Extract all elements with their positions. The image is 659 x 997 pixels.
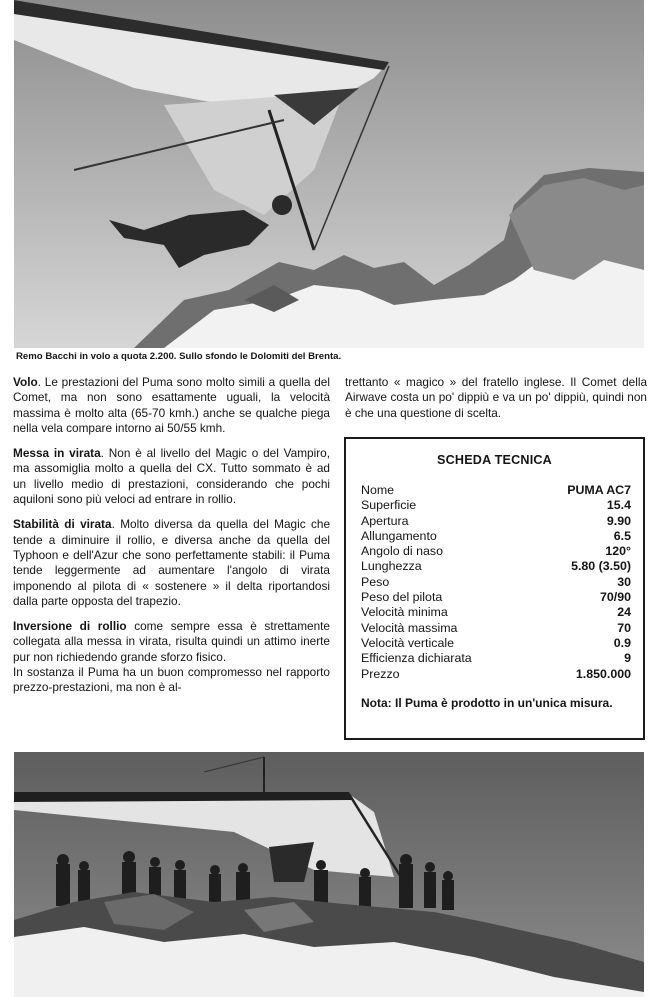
spec-value: 9 [624, 651, 631, 666]
spec-sheet-title: SCHEDA TECNICA [437, 453, 552, 467]
spec-row [361, 529, 631, 544]
spec-value: 15.4 [606, 498, 631, 513]
spec-value: 24 [617, 605, 631, 620]
spec-label: Apertura [361, 513, 409, 528]
text-stabilita-di-virata: . Molto diversa da quella del Magic che tende a diminuire il rollio, e diversa anche da quella del Typhoon e dell'Azur che sono perfettamente stabili: il Puma tende leggermente ad aumentare l'angolo di virata imponendo al pilota di « sostenere » il delta riportandosi dalla parte opposta del trapezio. [13, 517, 331, 608]
spec-row [361, 651, 631, 666]
text-inversione-di-rollio: come sempre essa è strettamente collegata alla messa in virata, risulta quindi un attimo inerte pur non richiedendo grande sforzo fisico. [13, 619, 330, 664]
article-right-column [345, 375, 647, 421]
text-volo: . Le prestazioni del Puma sono molto simili a quella del Comet, ma non sono esattamente uguali, la velocità massima è molto alta (65-70 kmh.) anche se qualche piega nella vela compare intorno ai 50/55 kmh. [13, 375, 330, 435]
spec-label: Velocità verticale [361, 635, 454, 650]
spec-value: 1.850.000 [575, 666, 631, 681]
lead-inversione-di-rollio: Inversione di rollio [13, 619, 127, 634]
spec-value: 30 [617, 574, 631, 589]
spec-row [361, 498, 631, 513]
text-messa-in-virata: . Non è al livello del Magic o del Vampiro, ma assomiglia molto a quella del CX. Tutto sommato è ad un livello medio di prestazioni, considerando che pochi aquiloni sono più veloci ad entrare in rollio. [13, 446, 330, 507]
spec-label: Peso del pilota [361, 590, 443, 605]
spec-row [361, 575, 631, 590]
paragraph-continuation: trettanto « magico » del fratello inglese. Il Comet della Airwave costa un po' dippiù e va un po' dippiù, quindi non è che una questione di scelta. [345, 375, 647, 420]
spec-label: Peso [361, 574, 390, 589]
spec-label: Angolo di naso [361, 544, 443, 559]
spec-note: Nota: Il Puma è prodotto in un'unica misura. [361, 696, 613, 710]
spec-sheet-box [344, 437, 645, 740]
spec-table [361, 483, 631, 682]
spec-label: Velocità minima [361, 605, 448, 620]
spec-row [361, 621, 631, 636]
photo-caption: Remo Bacchi in volo a quota 2.200. Sullo sfondo le Dolomiti del Brenta. [16, 351, 342, 362]
spec-value: 6.5 [613, 528, 631, 543]
spec-label: Nome [361, 483, 395, 497]
top-photo-hang-glider-dolomites [14, 0, 644, 348]
spec-row [361, 605, 631, 620]
spec-label: Prezzo [361, 666, 400, 681]
lead-messa-in-virata: Messa in virata [13, 446, 101, 461]
lead-volo: Volo [13, 375, 38, 389]
spec-row [361, 590, 631, 605]
spec-label: Superficie [361, 498, 417, 513]
paragraph-inversione-di-rollio [13, 619, 330, 695]
spec-row [361, 559, 631, 574]
article-left-column [13, 375, 330, 696]
spec-row [361, 636, 631, 651]
spec-row [361, 544, 631, 559]
spec-value: 70/90 [599, 590, 631, 605]
spec-label: Efficienza dichiarata [361, 651, 472, 666]
spec-value: 5.80 (3.50) [571, 559, 631, 574]
spec-value: 120° [605, 544, 631, 559]
paragraph-stabilita-di-virata [13, 517, 330, 609]
lead-stabilita-di-virata: Stabilità di virata [13, 517, 112, 532]
paragraph-volo [13, 375, 330, 436]
spec-value: 9.90 [606, 513, 631, 528]
spec-label: Velocità massima [361, 620, 458, 635]
paragraph-messa-in-virata [13, 446, 330, 507]
spec-row [361, 667, 631, 682]
spec-row [361, 514, 631, 529]
spec-label: Allungamento [361, 528, 437, 543]
bottom-photo-glider-launch [14, 752, 644, 997]
text-in-sostanza: In sostanza il Puma ha un buon compromesso nel rapporto prezzo-prestazioni, ma non è al- [13, 665, 330, 695]
spec-value: PUMA AC7 [567, 483, 631, 497]
spec-value: 0.9 [613, 635, 631, 650]
spec-row [361, 483, 631, 498]
spec-value: 70 [617, 620, 631, 635]
spec-label: Lunghezza [361, 559, 422, 574]
